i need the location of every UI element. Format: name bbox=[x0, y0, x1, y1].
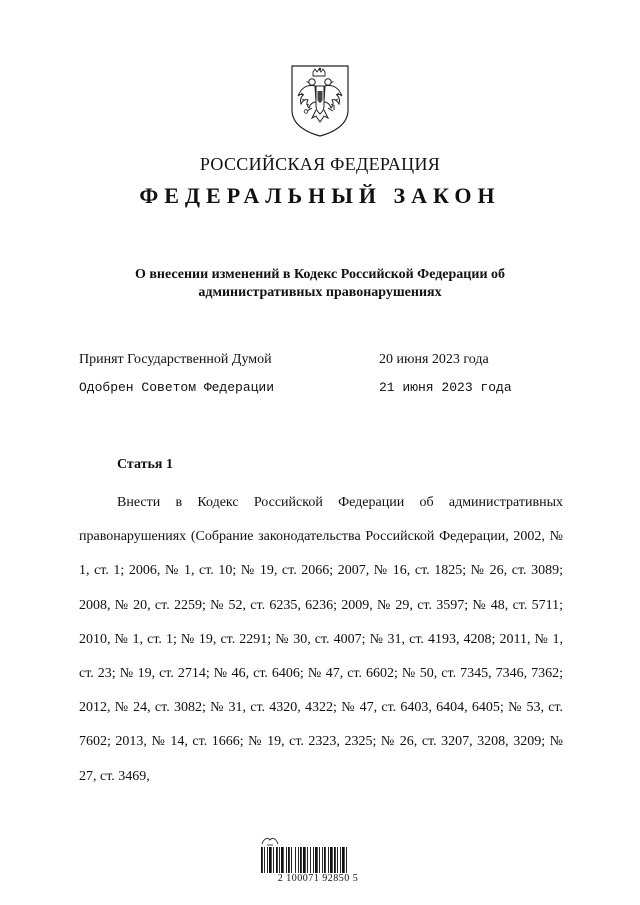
article-text: Внести в Кодекс Российской Федерации об административных правонарушениях (Собрание законодательства Российской Федерации, 2002, № 1, ст. 1; 2006, № 1, ст. 10; № 19, ст. 2066; 2007, № 16, ст. 1825; № 26, ст. 3089; 2008, № 20, ст. 2259; № 52, ст. 6235, 6236; 2009, № 29, ст. 3597; № 48, ст. 5711; 2010, № 1, ст. 1; № 19, ст. 2291; № 30, ст. 4007; № 31, ст. 4193, 4208; 2011, № 1, ст. 23; № 19, ст. 2714; № 46, ст. 6406; № 47, ст. 6602; № 50, ст. 7345, 7346, 7362; 2012, № 24, ст. 3082; № 31, ст. 4320, 4322; № 47, ст. 6403, 6404, 6405; № 53, ст. 7602; 2013, № 14, ст. 1666; № 19, ст. 2323, 2325; № 26, ст. 3207, 3208, 3209; № 27, ст. 3469, bbox=[79, 495, 563, 784]
document-type: ФЕДЕРАЛЬНЫЙ ЗАКОН bbox=[139, 183, 501, 208]
law-title: О внесении изменений в Кодекс Российской Федерации об административных правонарушениях bbox=[134, 267, 506, 300]
barcode-block bbox=[256, 836, 380, 884]
council-label: Одобрен Советом Федерации bbox=[79, 380, 275, 395]
country-name: РОССИЙСКАЯ ФЕДЕРАЦИЯ bbox=[199, 154, 441, 174]
barcode-icon bbox=[260, 847, 374, 873]
publisher-logo-icon bbox=[260, 836, 280, 846]
council-date: 21 июня 2023 года bbox=[379, 380, 512, 395]
coat-of-arms-icon bbox=[289, 64, 351, 138]
barcode-number: 2 100071 92850 5 bbox=[277, 873, 359, 884]
duma-date: 20 июня 2023 года bbox=[379, 352, 489, 367]
article-heading: Статья 1 bbox=[117, 457, 173, 472]
duma-label: Принят Государственной Думой bbox=[79, 352, 272, 367]
